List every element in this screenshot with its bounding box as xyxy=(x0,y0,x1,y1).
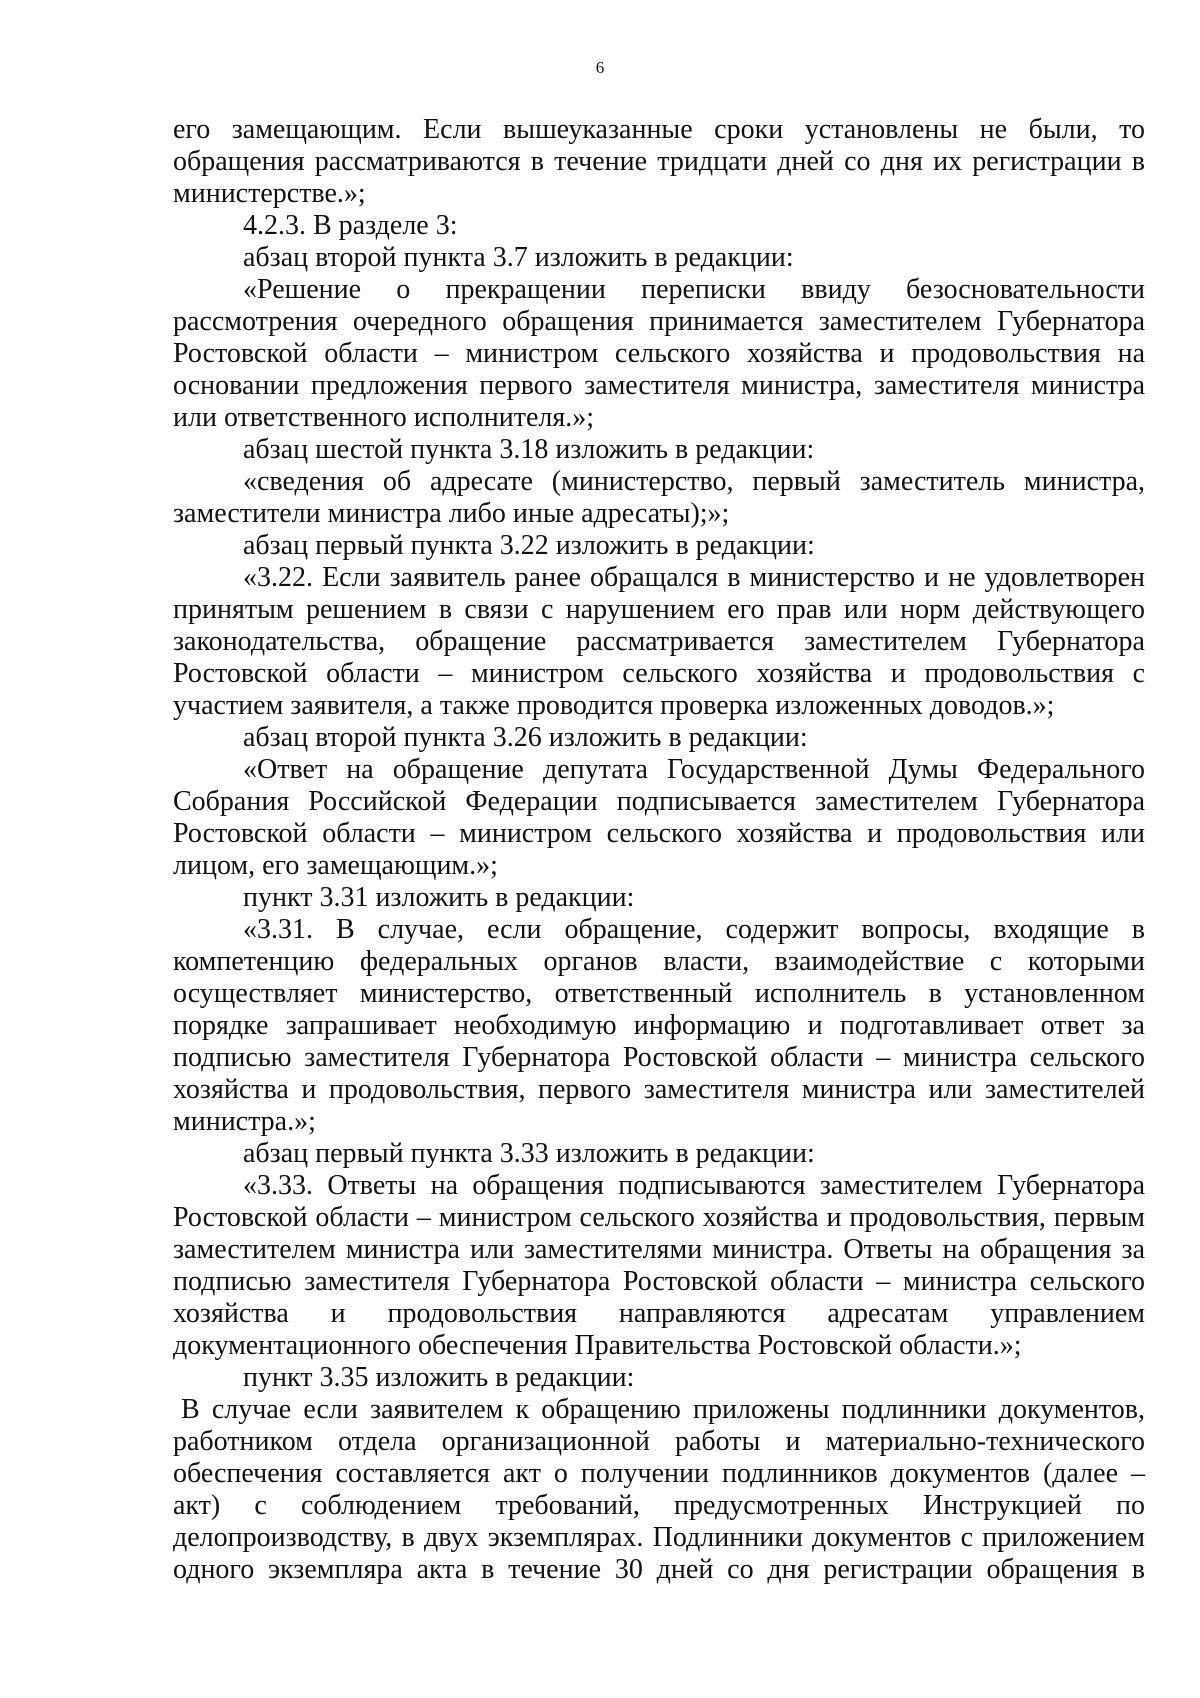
quoted-paragraph: В случае если заявителем к обращению приложены подлинники документов, работником отдела организационной работы и материально-технического обеспечения составляется акт о получении подлинников документов (далее – акт) с соблюдением требований, предусмотренных Инструкцией по делопроизводству, в двух экземплярах. Подлинники документов с приложением одного экземпляра акта в течение 30 дней со дня регистрации обращения в xyxy=(173,1394,1145,1585)
quoted-paragraph: «3.33. Ответы на обращения подписываются заместителем Губернатора Ростовской области – министром сельского хозяйства и продовольствия, первым заместителем министра или заместителями министра. Ответы на обращения за подписью заместителя Губернатора Ростовской области – министра сельского хозяйства и продовольствия направляются адресатам управлением документационного обеспечения Правительства Ростовской области.»; xyxy=(173,1170,1145,1361)
paragraph-continuation: его замещающим. Если вышеуказанные сроки установлены не были, то обращения рассматриваются в течение тридцати дней со дня их регистрации в министерстве.»; xyxy=(173,114,1145,209)
instruction-paragraph: абзац второй пункта 3.7 изложить в редакции: xyxy=(243,242,794,273)
document-body xyxy=(173,114,1145,1586)
quoted-paragraph: «Ответ на обращение депутата Государственной Думы Федерального Собрания Российской Федерации подписывается заместителем Губернатора Ростовской области – министром сельского хозяйства и продовольствия или лицом, его замещающим.»; xyxy=(173,754,1145,881)
quoted-paragraph: «3.31. В случае, если обращение, содержит вопросы, входящие в компетенцию федеральных органов власти, взаимодействие с которыми осуществляет министерство, ответственный исполнитель в установленном порядке запрашивает необходимую информацию и подготавливает ответ за подписью заместителя Губернатора Ростовской области – министра сельского хозяйства и продовольствия, первого заместителя министра или заместителей министра.»; xyxy=(173,914,1145,1137)
instruction-paragraph: пункт 3.31 изложить в редакции: xyxy=(243,882,635,913)
instruction-paragraph: пункт 3.35 изложить в редакции: xyxy=(243,1362,635,1393)
quoted-paragraph: «сведения об адресате (министерство, первый заместитель министра, заместители министра либо иные адресаты);»; xyxy=(173,466,1145,529)
quoted-paragraph: «3.22. Если заявитель ранее обращался в министерство и не удовлетворен принятым решением в связи с нарушением его прав или норм действующего законодательства, обращение рассматривается заместителем Губернатора Ростовской области – министром сельского хозяйства и продовольствия с участием заявителя, а также проводится проверка изложенных доводов.»; xyxy=(173,562,1145,721)
instruction-paragraph: абзац первый пункта 3.33 изложить в редакции: xyxy=(243,1138,815,1169)
quoted-paragraph: «Решение о прекращении переписки ввиду безосновательности рассмотрения очередного обращения принимается заместителем Губернатора Ростовской области – министром сельского хозяйства и продовольствия на основании предложения первого заместителя министра, заместителя министра или ответственного исполнителя.»; xyxy=(173,274,1145,433)
instruction-paragraph: абзац второй пункта 3.26 изложить в редакции: xyxy=(243,722,808,753)
instruction-paragraph: абзац первый пункта 3.22 изложить в редакции: xyxy=(243,530,815,561)
section-heading-4-2-3: 4.2.3. В разделе 3: xyxy=(243,210,458,241)
instruction-paragraph: абзац шестой пункта 3.18 изложить в редакции: xyxy=(243,434,815,465)
page-number: 6 xyxy=(595,58,605,77)
